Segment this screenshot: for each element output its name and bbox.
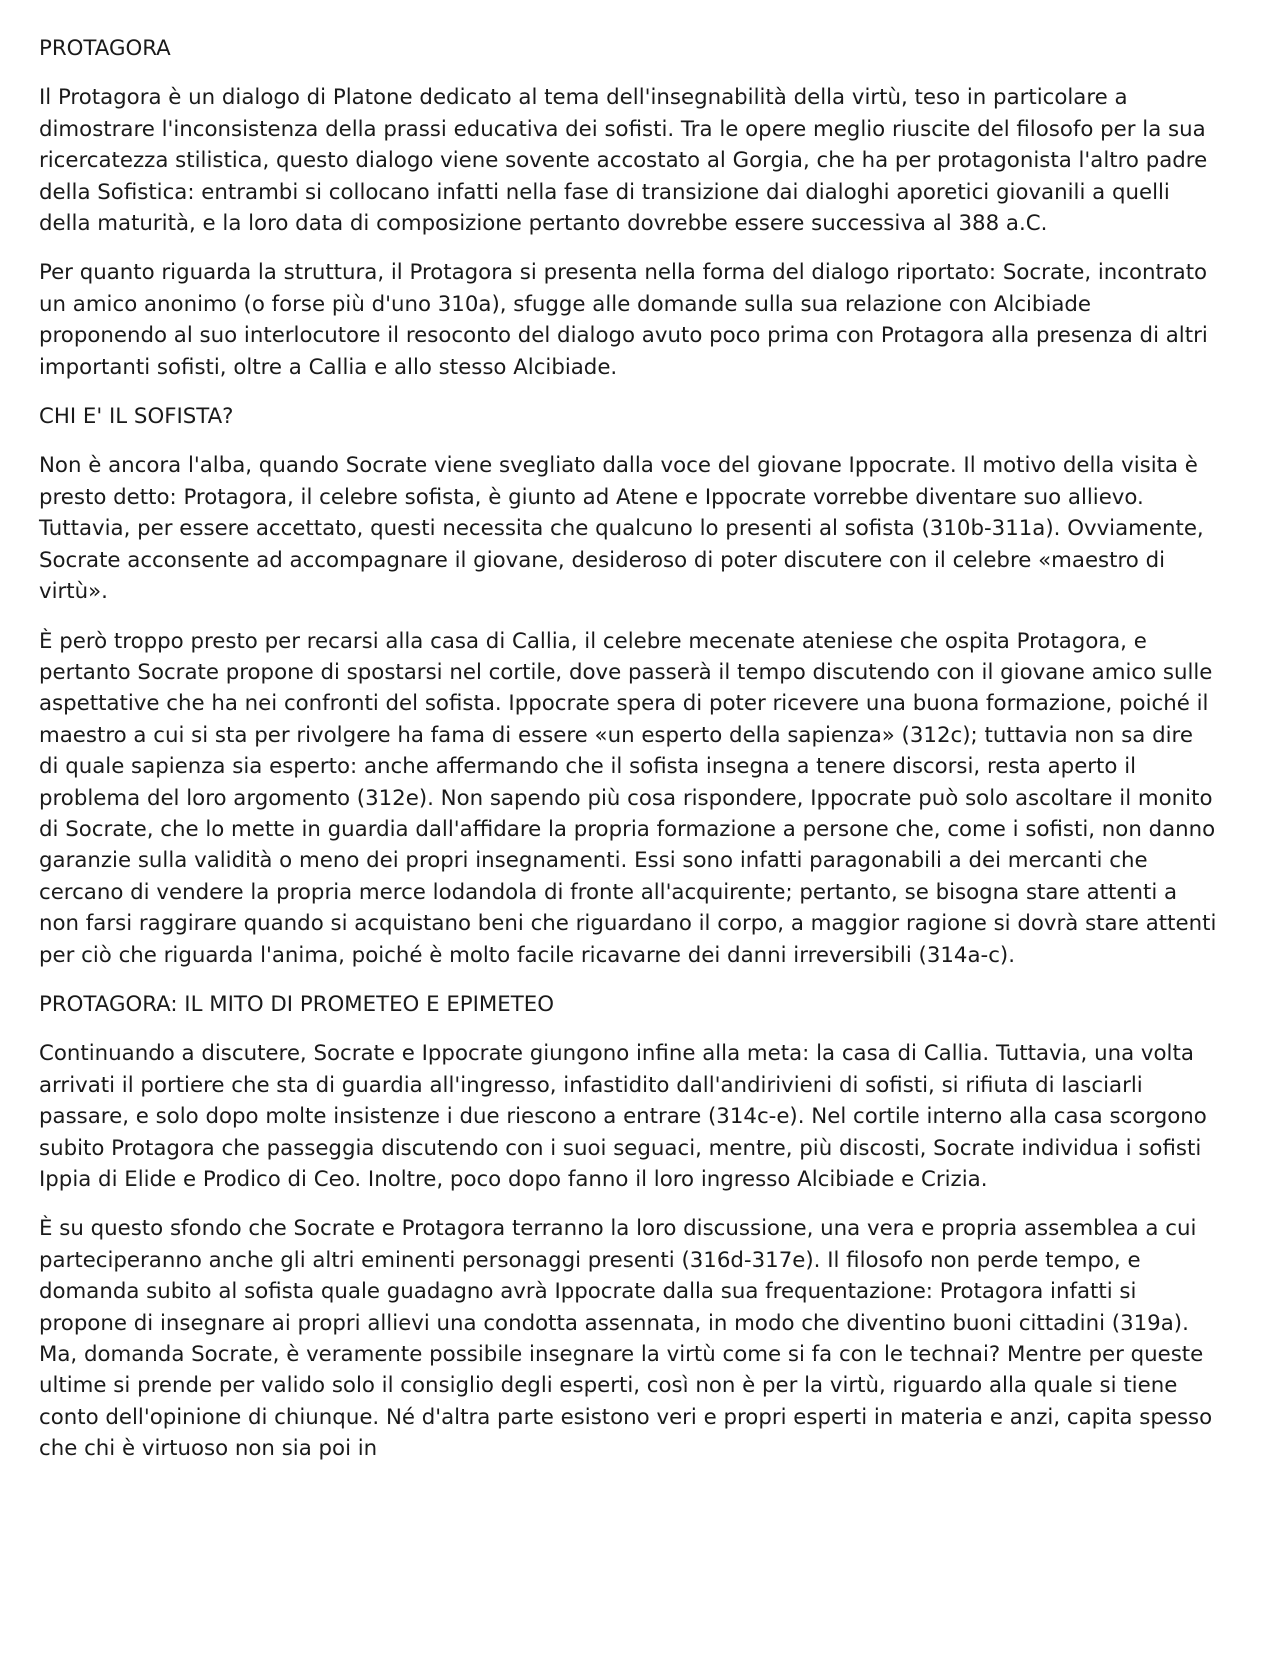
heading-chi-e-il-sofista: CHI E' IL SOFISTA? bbox=[39, 404, 234, 430]
heading-mito-prometeo: PROTAGORA: IL MITO DI PROMETEO E EPIMETEO bbox=[39, 991, 554, 1017]
title-protagora: PROTAGORA bbox=[39, 36, 171, 61]
paragraph-intro: Il Protagora è un dialogo di Platone dedicato al tema dell'insegnabilità della virtù, teso in particolare a dimostrare l'inconsistenza della prassi educativa dei sofisti. Tra le opere meglio riuscite del filosofo per la sua ricercatezza stilistica, questo dialogo viene sovente accostato al Gorgia, che ha per protagonista l'altro padre della Sofistica: entrambi si collocano infatti nella fase di transizione dai dialoghi aporetici giovanili a quelli della maturità, e la loro data di composizione pertanto dovrebbe essere successiva al 388 a.C. bbox=[39, 85, 1208, 237]
paragraph-ippocrate-visit: Non è ancora l'alba, quando Socrate viene svegliato dalla voce del giovane Ippocrate. Il motivo della visita è presto detto: Protagora, il celebre sofista, è giunto ad Atene e Ippocrate vorrebbe diventare suo allievo. Tuttavia, per essere accettato, questi necessita che qualcuno lo presenti al sofista (310b-311a). Ovviamente, Socrate acconsente ad accompagnare il giovane, desideroso di poter discutere con il celebre «maestro di virtù». bbox=[39, 453, 1204, 605]
paragraph-structure: Per quanto riguarda la struttura, il Protagora si presenta nella forma del dialogo riportato: Socrate, incontrato un amico anonimo (o forse più d'uno 310a), sfugge alle domande sulla sua relazione con Alcibiade proponendo al suo interlocutore il resoconto del dialogo avuto poco prima con Protagora alla presenza di altri importanti sofisti, oltre a Callia e allo stesso Alcibiade. bbox=[39, 260, 1208, 380]
paragraph-cortile-discussion: È però troppo presto per recarsi alla casa di Callia, il celebre mecenate ateniese che ospita Protagora, e pertanto Socrate propone di spostarsi nel cortile, dove passerà il tempo discutendo con il giovane amico sulle aspettative che ha nei confronti del sofista. Ippocrate spera di poter ricevere una buona formazione, poiché il maestro a cui si sta per rivolgere ha fama di essere «un esperto della sapienza» (312c); tuttavia non sa dire di quale sapienza sia esperto: anche affermando che il sofista insegna a tenere discorsi, resta aperto il problema del loro argomento (312e). Non sapendo più cosa rispondere, Ippocrate può solo ascoltare il monito di Socrate, che lo mette in guardia dall'affidare la propria formazione a persone che, come i sofisti, non danno garanzie sulla validità o meno dei propri insegnamenti. Essi sono infatti paragonabili a dei mercanti che cercano di vendere la propria merce lodandola di fronte all'acquirente; pertanto, se bisogna stare attenti a non farsi raggirare quando si acquistano beni che riguardano il corpo, a maggior ragione si dovrà stare attenti per ciò che riguarda l'anima, poiché è molto facile ricavarne dei danni irreversibili (314a-c). bbox=[39, 628, 1217, 968]
document-page bbox=[39, 33, 1219, 1483]
paragraph-assemblea: È su questo sfondo che Socrate e Protagora terranno la loro discussione, una vera e propria assemblea a cui parteciperanno anche gli altri eminenti personaggi presenti (316d-317e). Il filosofo non perde tempo, e domanda subito al sofista quale guadagno avrà Ippocrate dalla sua frequentazione: Protagora infatti si propone di insegnare ai propri allievi una condotta assennata, in modo che diventino buoni cittadini (319a). Ma, domanda Socrate, è veramente possibile insegnare la virtù come si fa con le technai? Mentre per queste ultime si prende per valido solo il consiglio degli esperti, così non è per la virtù, riguardo alla quale si tiene conto dell'opinione di chiunque. Né d'altra parte esistono veri e propri esperti in materia e anzi, capita spesso che chi è virtuoso non sia poi in bbox=[39, 1216, 1213, 1462]
paragraph-casa-callia: Continuando a discutere, Socrate e Ippocrate giungono infine alla meta: la casa di Callia. Tuttavia, una volta arrivati il portiere che sta di guardia all'ingresso, infastidito dall'andirivieni di sofisti, si rifiuta di lasciarli passare, e solo dopo molte insistenze i due riescono a entrare (314c-e). Nel cortile interno alla casa scorgono subito Protagora che passeggia discutendo con i suoi seguaci, mentre, più discosti, Socrate individua i sofisti Ippia di Elide e Prodico di Ceo. Inoltre, poco dopo fanno il loro ingresso Alcibiade e Crizia. bbox=[39, 1041, 1207, 1192]
